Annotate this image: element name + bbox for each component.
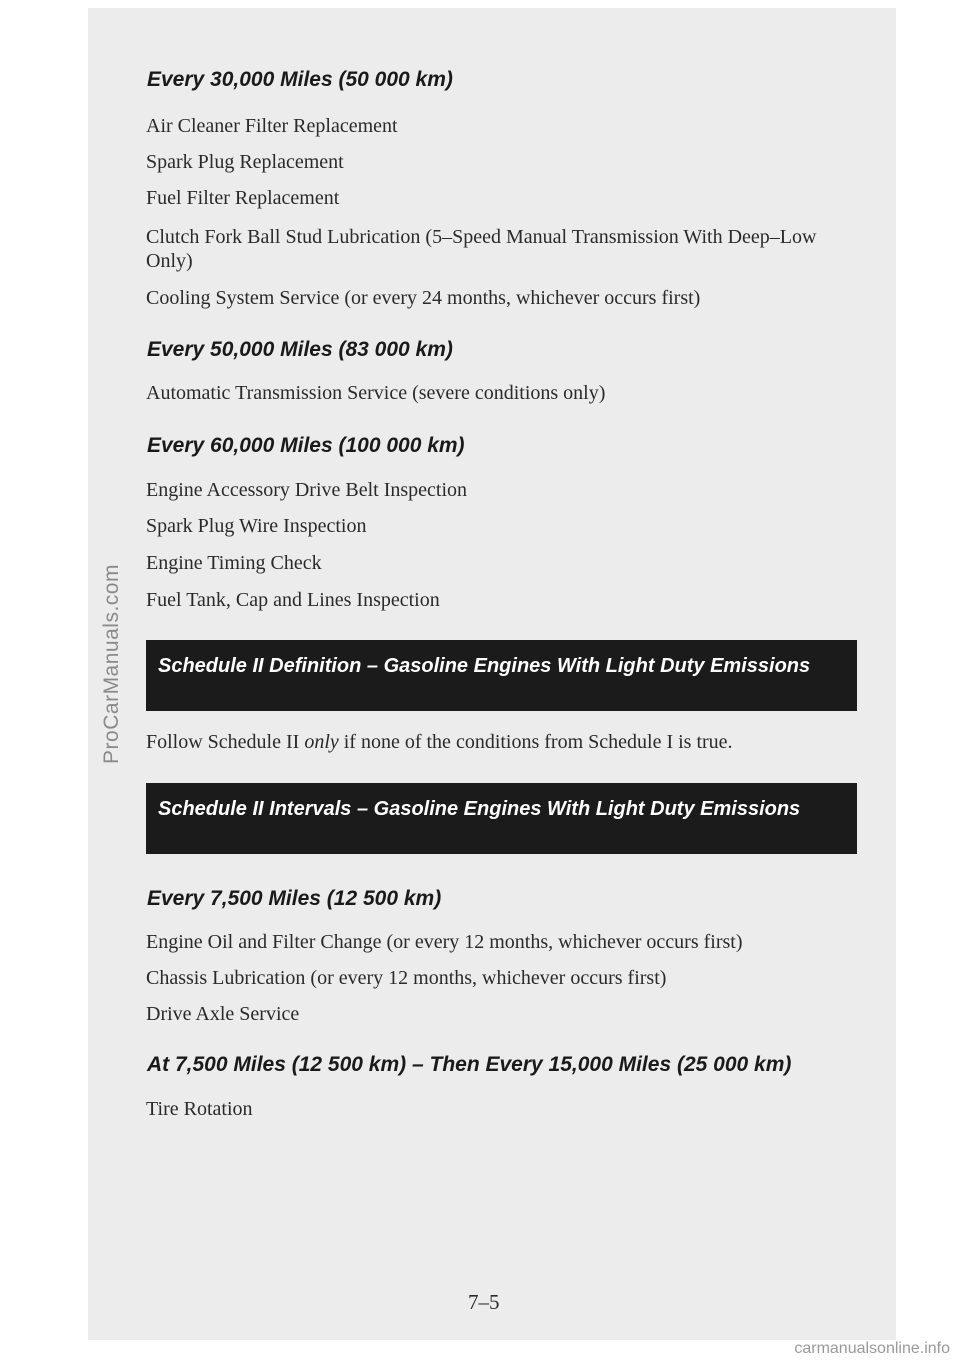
list-item: Drive Axle Service <box>146 1003 300 1025</box>
list-item: Fuel Filter Replacement <box>146 187 340 209</box>
banner-title: Schedule II Definition – Gasoline Engines With Light Duty Emissions <box>158 655 811 677</box>
list-item: Engine Timing Check <box>146 552 322 574</box>
list-item: Chassis Lubrication (or every 12 months, whichever occurs first) <box>146 967 667 989</box>
definition-text <box>146 730 866 754</box>
section-heading-tire-rotation: At 7,500 Miles (12 500 km) – Then Every 15,000 Miles (25 000 km) <box>147 1053 792 1076</box>
schedule-definition-banner <box>146 640 857 711</box>
banner-title: Schedule II Intervals – Gasoline Engines With Light Duty Emissions <box>158 798 801 820</box>
list-item: Fuel Tank, Cap and Lines Inspection <box>146 589 440 611</box>
list-item: Spark Plug Wire Inspection <box>146 515 367 537</box>
list-item: Spark Plug Replacement <box>146 151 344 173</box>
list-item: Clutch Fork Ball Stud Lubrication (5–Speed Manual Transmission With Deep–Low Only) <box>146 226 817 272</box>
list-item: Tire Rotation <box>146 1098 253 1120</box>
schedule-intervals-banner <box>146 783 857 854</box>
list-item: Automatic Transmission Service (severe conditions only) <box>146 382 606 404</box>
section-heading-7500: Every 7,500 Miles (12 500 km) <box>147 887 442 910</box>
list-item: Engine Oil and Filter Change (or every 12 months, whichever occurs first) <box>146 931 743 953</box>
bottom-watermark: carmanualsonline.info <box>794 1340 950 1357</box>
list-item: Air Cleaner Filter Replacement <box>146 115 398 137</box>
list-item: Cooling System Service (or every 24 months, whichever occurs first) <box>146 287 701 309</box>
section-heading-50000: Every 50,000 Miles (83 000 km) <box>147 338 453 361</box>
definition-text-start: Follow Schedule II <box>146 731 305 753</box>
section-heading-30000: Every 30,000 Miles (50 000 km) <box>147 68 453 91</box>
section-heading-60000: Every 60,000 Miles (100 000 km) <box>147 434 465 457</box>
definition-emphasis: only <box>304 731 339 753</box>
side-watermark: ProCarManuals.com <box>100 564 123 764</box>
page-number: 7–5 <box>468 1290 500 1314</box>
list-item: Engine Accessory Drive Belt Inspection <box>146 479 468 501</box>
definition-text-end: if none of the conditions from Schedule I is true. <box>338 731 733 753</box>
